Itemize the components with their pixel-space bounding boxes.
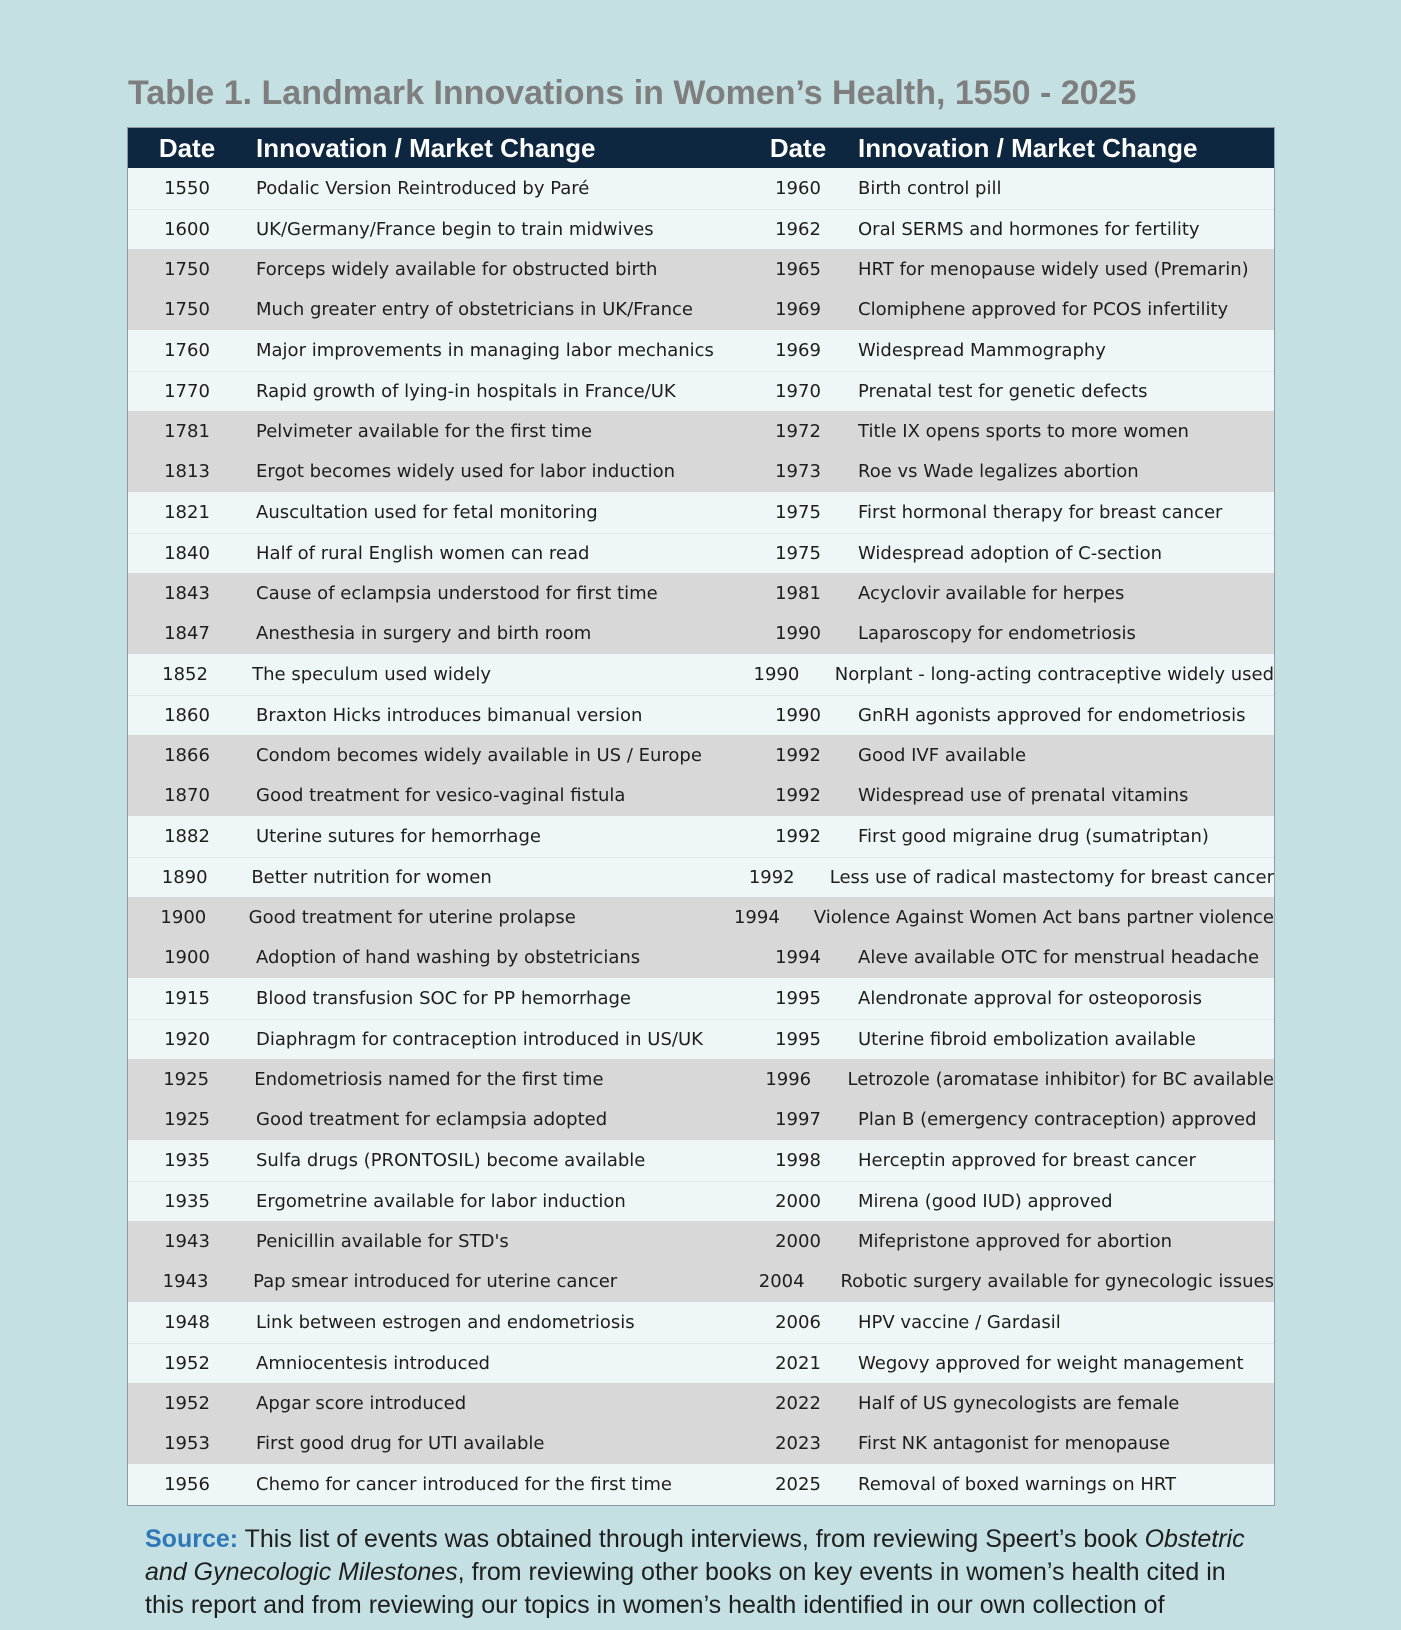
table-row — [128, 330, 1274, 371]
cell-date-left: 1866 — [164, 744, 210, 766]
cell-innovation-right: Half of US gynecologists are female — [858, 1392, 1180, 1414]
source-book-title: Obstetric and Gynecologic Milestones — [145, 1525, 1245, 1586]
cell-innovation-right: Herceptin approved for breast cancer — [858, 1149, 1196, 1171]
cell-date-left: 1600 — [164, 218, 210, 240]
cell-innovation-left: Half of rural English women can read — [256, 542, 590, 564]
table-row — [128, 857, 1274, 898]
cell-date-left: 1840 — [164, 542, 210, 564]
cell-date-right: 1990 — [775, 623, 821, 645]
cell-innovation-right: Aleve available OTC for menstrual headache — [858, 947, 1260, 969]
cell-date-right: 1994 — [733, 906, 780, 928]
cell-date-left: 1943 — [164, 1230, 210, 1252]
cell-innovation-right: Acyclovir available for herpes — [858, 582, 1125, 604]
cell-innovation-left: Adoption of hand washing by obstetricians — [256, 947, 641, 969]
cell-innovation-right: Oral SERMS and hormones for fertility — [858, 218, 1200, 240]
cell-date-left: 1925 — [164, 1109, 210, 1131]
cell-date-left: 1750 — [164, 258, 210, 280]
page-title: Table 1. Landmark Innovations in Women’s Health, 1550 - 2025 — [128, 74, 1137, 112]
cell-date-left: 1843 — [164, 582, 210, 604]
cell-date-left: 1870 — [164, 785, 210, 807]
table-row — [128, 897, 1274, 938]
cell-innovation-right: Birth control pill — [858, 177, 1002, 199]
cell-innovation-right: Alendronate approval for osteoporosis — [858, 987, 1203, 1009]
table-row — [128, 1383, 1274, 1424]
cell-innovation-left: Pelvimeter available for the first time — [256, 420, 593, 442]
table-row — [128, 816, 1274, 857]
cell-innovation-left: Blood transfusion SOC for PP hemorrhage — [256, 987, 631, 1009]
cell-innovation-right: First NK antagonist for menopause — [858, 1433, 1170, 1455]
cell-innovation-right: Widespread adoption of C-section — [858, 542, 1163, 564]
cell-innovation-right: Mifepristone approved for abortion — [858, 1230, 1173, 1252]
cell-innovation-left: UK/Germany/France begin to train midwives — [256, 218, 654, 240]
cell-innovation-left: Sulfa drugs (PRONTOSIL) become available — [256, 1149, 646, 1171]
cell-date-left: 1882 — [164, 825, 210, 847]
cell-innovation-right: Norplant - long-acting contraceptive widely used — [834, 663, 1274, 685]
cell-date-left: 1750 — [164, 299, 210, 321]
cell-date-right: 1975 — [775, 542, 821, 564]
table-row — [128, 1181, 1274, 1222]
cell-innovation-right: Letrozole (aromatase inhibitor) for BC available — [847, 1068, 1274, 1090]
cell-innovation-left: First good drug for UTI available — [256, 1433, 545, 1455]
cell-innovation-left: Diaphragm for contraception introduced in US/UK — [256, 1028, 703, 1050]
cell-date-left: 1890 — [161, 866, 208, 888]
cell-innovation-right: First good migraine drug (sumatriptan) — [858, 825, 1209, 847]
cell-innovation-right: GnRH agonists approved for endometriosis — [858, 704, 1246, 726]
cell-date-left: 1781 — [164, 420, 210, 442]
cell-date-left: 1935 — [164, 1149, 210, 1171]
cell-date-left: 1852 — [162, 663, 208, 685]
cell-date-right: 1992 — [775, 825, 821, 847]
cell-innovation-left: Rapid growth of lying-in hospitals in France/UK — [256, 380, 676, 402]
cell-date-left: 1952 — [164, 1352, 210, 1374]
source-note — [145, 1523, 1270, 1622]
cell-innovation-left: Condom becomes widely available in US / Europe — [256, 744, 702, 766]
cell-innovation-left: Amniocentesis introduced — [256, 1352, 490, 1374]
cell-date-left: 1860 — [164, 704, 210, 726]
header-innovation-2: Innovation / Market Change — [858, 132, 1198, 163]
table-row — [128, 1464, 1274, 1505]
cell-innovation-right: Clomiphene approved for PCOS infertility — [858, 299, 1229, 321]
cell-innovation-left: The speculum used widely — [252, 663, 492, 685]
cell-date-right: 1965 — [775, 258, 821, 280]
cell-innovation-left: Forceps widely available for obstructed birth — [256, 258, 658, 280]
table-row — [128, 209, 1274, 250]
cell-date-right: 1975 — [775, 501, 821, 523]
cell-innovation-right: Violence Against Women Act bans partner violence — [813, 906, 1274, 928]
cell-date-right: 1969 — [775, 339, 821, 361]
table-row — [128, 1262, 1274, 1303]
cell-date-right: 1998 — [775, 1149, 821, 1171]
cell-innovation-left: Much greater entry of obstetricians in UK/France — [256, 299, 694, 321]
cell-innovation-right: Wegovy approved for weight management — [858, 1352, 1244, 1374]
cell-date-right: 1992 — [775, 744, 821, 766]
cell-innovation-left: Better nutrition for women — [251, 866, 492, 888]
table-row — [128, 533, 1274, 574]
table-row — [128, 735, 1274, 776]
cell-innovation-left: Chemo for cancer introduced for the first time — [256, 1473, 672, 1495]
cell-innovation-right: HRT for menopause widely used (Premarin) — [858, 258, 1249, 280]
cell-innovation-left: Cause of eclampsia understood for first time — [256, 582, 658, 604]
table-row — [128, 573, 1274, 614]
table-row — [128, 776, 1274, 817]
cell-date-left: 1935 — [164, 1190, 210, 1212]
table-header — [128, 128, 1274, 168]
cell-date-left: 1900 — [160, 906, 207, 928]
table-row — [128, 249, 1274, 290]
cell-innovation-left: Link between estrogen and endometriosis — [256, 1311, 635, 1333]
cell-innovation-left: Ergot becomes widely used for labor induction — [256, 461, 676, 483]
source-label: Source: — [145, 1525, 239, 1553]
table-row — [128, 978, 1274, 1019]
cell-innovation-right: Good IVF available — [858, 744, 1027, 766]
cell-date-right: 1962 — [775, 218, 821, 240]
cell-innovation-left: Good treatment for vesico-vaginal fistula — [256, 785, 626, 807]
cell-date-right: 2021 — [775, 1352, 821, 1374]
cell-innovation-right: Roe vs Wade legalizes abortion — [858, 461, 1139, 483]
cell-date-left: 1847 — [164, 623, 210, 645]
cell-date-right: 2000 — [775, 1230, 821, 1252]
table-row — [128, 1302, 1274, 1343]
table-row — [128, 1221, 1274, 1262]
cell-innovation-right: Less use of radical mastectomy for breast cancer — [829, 866, 1274, 888]
cell-date-right: 1992 — [775, 785, 821, 807]
cell-date-right: 1990 — [753, 663, 800, 685]
table-row — [128, 452, 1274, 493]
table-row — [128, 371, 1274, 412]
cell-innovation-left: Good treatment for eclampsia adopted — [256, 1109, 608, 1131]
table-body — [128, 168, 1274, 1505]
table-row — [128, 695, 1274, 736]
cell-date-right: 1992 — [748, 866, 795, 888]
source-text-2: , from reviewing other books on key events in women’s health cited in this report and from reviewing our topics in women’s health identified in our own collection of — [145, 1558, 1226, 1619]
cell-innovation-right: Laparoscopy for endometriosis — [858, 623, 1136, 645]
cell-innovation-left: Uterine sutures for hemorrhage — [256, 825, 541, 847]
cell-date-left: 1952 — [164, 1392, 210, 1414]
cell-innovation-left: Auscultation used for fetal monitoring — [256, 501, 598, 523]
cell-innovation-right: Uterine fibroid embolization available — [858, 1028, 1196, 1050]
cell-date-left: 1900 — [164, 947, 210, 969]
table-row — [128, 614, 1274, 655]
cell-date-right: 2000 — [775, 1190, 821, 1212]
cell-date-left: 1925 — [163, 1068, 210, 1090]
cell-date-right: 1973 — [775, 461, 821, 483]
cell-date-left: 1760 — [164, 339, 210, 361]
header-innovation-1: Innovation / Market Change — [256, 132, 596, 163]
cell-innovation-right: Mirena (good IUD) approved — [858, 1190, 1113, 1212]
cell-date-right: 1990 — [775, 704, 821, 726]
cell-innovation-right: Robotic surgery available for gynecologic issues — [840, 1271, 1274, 1293]
cell-date-left: 1813 — [164, 461, 210, 483]
cell-date-right: 2006 — [775, 1311, 821, 1333]
table-row — [128, 1424, 1274, 1465]
cell-date-left: 1948 — [164, 1311, 210, 1333]
table-row — [128, 168, 1274, 209]
table-row — [128, 1059, 1274, 1100]
cell-date-right: 1970 — [775, 380, 821, 402]
cell-date-left: 1956 — [164, 1473, 210, 1495]
cell-date-left: 1821 — [164, 501, 210, 523]
header-date-2: Date — [769, 132, 827, 163]
cell-date-left: 1550 — [164, 177, 210, 199]
cell-innovation-right: Widespread Mammography — [858, 339, 1106, 361]
cell-date-right: 1981 — [775, 582, 821, 604]
cell-innovation-left: Apgar score introduced — [256, 1392, 467, 1414]
cell-date-right: 1972 — [775, 420, 821, 442]
cell-date-right: 2025 — [775, 1473, 821, 1495]
cell-date-left: 1943 — [162, 1271, 209, 1293]
table-row — [128, 411, 1274, 452]
cell-date-left: 1770 — [164, 380, 210, 402]
cell-date-right: 1969 — [775, 299, 821, 321]
cell-innovation-left: Podalic Version Reintroduced by Paré — [256, 177, 590, 199]
cell-date-right: 2004 — [758, 1271, 805, 1293]
table-row — [128, 1100, 1274, 1141]
cell-innovation-right: Widespread use of prenatal vitamins — [858, 785, 1189, 807]
cell-date-right: 1995 — [775, 987, 821, 1009]
innovations-table — [127, 127, 1275, 1506]
cell-date-right: 2022 — [775, 1392, 821, 1414]
cell-innovation-left: Pap smear introduced for uterine cancer — [253, 1271, 618, 1293]
table-row — [128, 1140, 1274, 1181]
table-row — [128, 492, 1274, 533]
cell-innovation-right: Prenatal test for genetic defects — [858, 380, 1148, 402]
table-row — [128, 1343, 1274, 1384]
cell-date-right: 1995 — [775, 1028, 821, 1050]
source-text-1: This list of events was obtained through interviews, from reviewing Speert’s book — [238, 1525, 1145, 1553]
cell-innovation-left: Major improvements in managing labor mechanics — [256, 339, 714, 361]
cell-date-right: 1997 — [775, 1109, 821, 1131]
cell-innovation-left: Good treatment for uterine prolapse — [248, 906, 576, 928]
cell-date-left: 1920 — [164, 1028, 210, 1050]
cell-innovation-left: Penicillin available for STD's — [256, 1230, 509, 1252]
cell-innovation-left: Anesthesia in surgery and birth room — [256, 623, 592, 645]
cell-innovation-right: HPV vaccine / Gardasil — [858, 1311, 1061, 1333]
header-date-1: Date — [158, 132, 216, 163]
cell-date-right: 1994 — [775, 947, 821, 969]
table-row — [128, 938, 1274, 979]
cell-innovation-left: Ergometrine available for labor induction — [256, 1190, 626, 1212]
cell-innovation-right: Title IX opens sports to more women — [858, 420, 1189, 442]
cell-date-right: 1996 — [765, 1068, 812, 1090]
cell-date-right: 2023 — [775, 1433, 821, 1455]
cell-date-left: 1953 — [164, 1433, 210, 1455]
cell-date-right: 1960 — [775, 177, 821, 199]
cell-innovation-left: Endometriosis named for the first time — [254, 1068, 604, 1090]
table-row — [128, 290, 1274, 331]
cell-innovation-right: First hormonal therapy for breast cancer — [858, 501, 1223, 523]
table-row — [128, 1019, 1274, 1060]
cell-date-left: 1915 — [164, 987, 210, 1009]
cell-innovation-right: Plan B (emergency contraception) approved — [858, 1109, 1257, 1131]
table-row — [128, 654, 1274, 695]
cell-innovation-left: Braxton Hicks introduces bimanual version — [256, 704, 643, 726]
cell-innovation-right: Removal of boxed warnings on HRT — [858, 1473, 1177, 1495]
